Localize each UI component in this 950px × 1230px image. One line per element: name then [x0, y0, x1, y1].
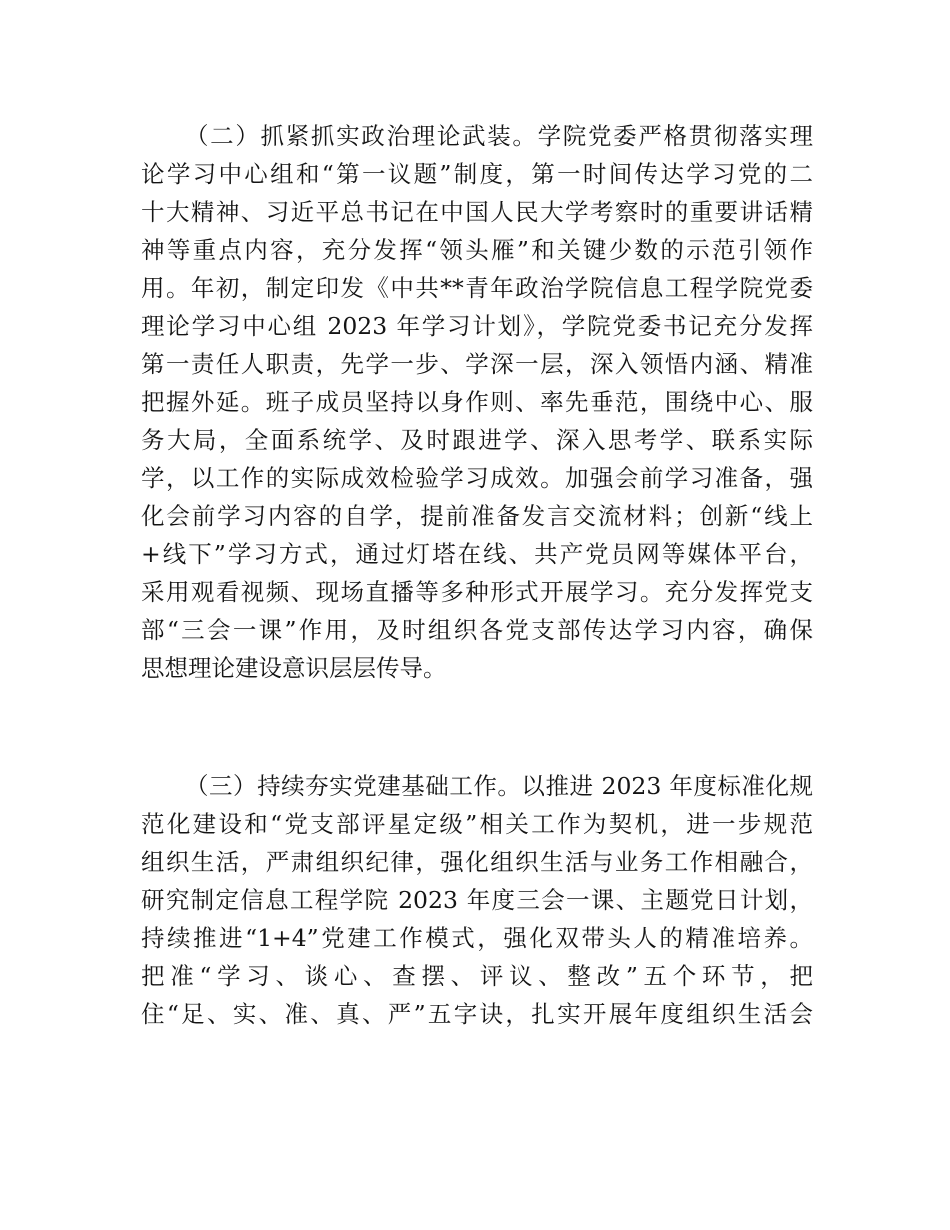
paragraph-line: 务大局，全面系统学、及时跟进学、深入思考学、联系实际 [141, 426, 813, 454]
paragraph-line: 神等重点内容，充分发挥“领头雁”和关键少数的示范引领作 [141, 236, 813, 264]
paragraph-line: 组织生活，严肃组织纪律，强化组织生活与业务工作相融合， [141, 848, 813, 876]
paragraph-line: （三）持续夯实党建基础工作。以推进 2023 年度标准化规 [185, 772, 813, 800]
paragraph-line: 学，以工作的实际成效检验学习成效。加强会前学习准备，强 [141, 464, 813, 492]
paragraph-line: 部“三会一课”作用，及时组织各党支部传达学习内容，确保 [141, 616, 813, 644]
paragraph-line: 住“足、实、准、真、严”五字诀，扎实开展年度组织生活会 [141, 1000, 813, 1028]
paragraph-line: （二）抓紧抓实政治理论武装。学院党委严格贯彻落实理 [185, 122, 813, 150]
paragraph-section-3 [141, 767, 813, 1033]
paragraph-line: 理论学习中心组 2023 年学习计划》，学院党委书记充分发挥 [141, 312, 813, 340]
paragraph-section-2 [141, 117, 813, 687]
paragraph-line: 研究制定信息工程学院 2023 年度三会一课、主题党日计划， [141, 886, 813, 914]
paragraph-line: 采用观看视频、现场直播等多种形式开展学习。充分发挥党支 [141, 578, 813, 606]
paragraph-line: +线下”学习方式，通过灯塔在线、共产党员网等媒体平台， [141, 540, 813, 568]
paragraph-line: 思想理论建设意识层层传导。 [141, 654, 447, 682]
paragraph-line: 持续推进“1+4”党建工作模式，强化双带头人的精准培养。 [141, 924, 813, 952]
paragraph-line: 第一责任人职责，先学一步、学深一层，深入领悟内涵、精准 [141, 350, 813, 378]
paragraph-line: 把准“学习、谈心、查摆、评议、整改”五个环节，把 [141, 962, 813, 990]
paragraph-line: 用。年初，制定印发《中共**青年政治学院信息工程学院党委 [141, 274, 813, 302]
paragraph-line: 十大精神、习近平总书记在中国人民大学考察时的重要讲话精 [141, 198, 813, 226]
paragraph-line: 论学习中心组和“第一议题”制度，第一时间传达学习党的二 [141, 160, 813, 188]
paragraph-line: 把握外延。班子成员坚持以身作则、率先垂范，围绕中心、服 [141, 388, 813, 416]
paragraph-line: 范化建设和“党支部评星定级”相关工作为契机，进一步规范 [141, 810, 813, 838]
paragraph-line: 化会前学习内容的自学，提前准备发言交流材料；创新“线上 [141, 502, 813, 530]
